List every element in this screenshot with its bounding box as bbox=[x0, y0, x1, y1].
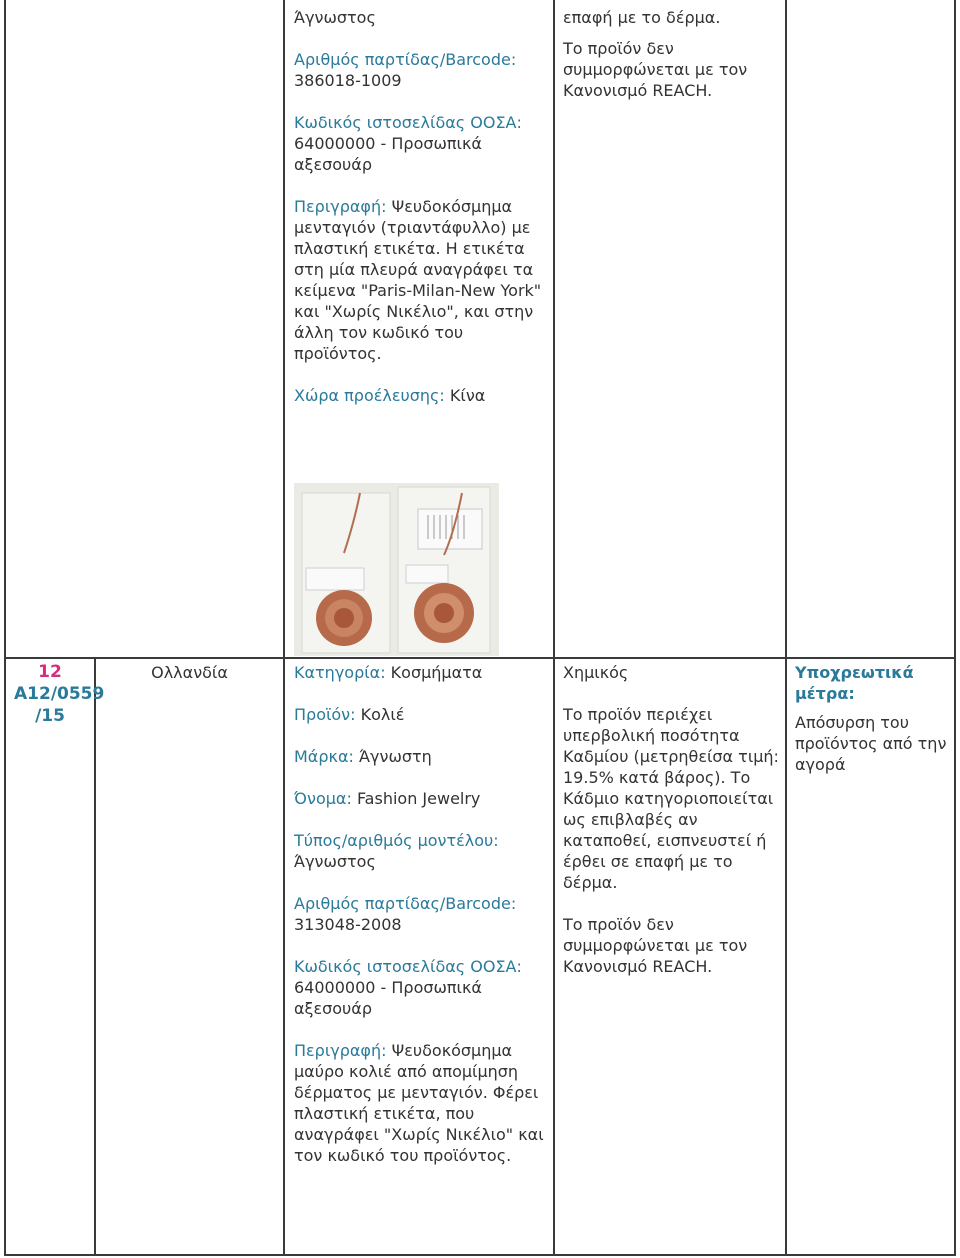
row-separator bbox=[4, 657, 956, 659]
batch-value: 313048-2008 bbox=[294, 915, 402, 934]
measures-cell bbox=[795, 662, 950, 775]
top-risk-details bbox=[563, 7, 778, 101]
column-divider-1 bbox=[94, 657, 96, 1256]
model-label: Τύπος/αριθμός μοντέλου: bbox=[294, 831, 499, 850]
name-label: Όνομα: bbox=[294, 789, 352, 808]
product-label: Προϊόν: bbox=[294, 705, 356, 724]
measures-label: Υποχρεωτικά μέτρα: bbox=[795, 663, 914, 703]
reach-statement: Το προϊόν δεν συμμορφώνεται με τον Κανονισμό REACH. bbox=[563, 915, 748, 976]
risk-continuation: επαφή με το δέρμα. bbox=[563, 8, 721, 27]
product-value: Κολιέ bbox=[360, 705, 405, 724]
batch-value: 386018-1009 bbox=[294, 71, 402, 90]
product-details bbox=[294, 662, 546, 1166]
description-value: Ψευδοκόσμημα μαύρο κολιέ από απομίμηση δέρματος με μενταγιόν. Φέρει πλαστική ετικέτα, που αναγράφει "Χωρίς Νικέλιο" και τον κωδικό του προϊόντος. bbox=[294, 1041, 544, 1165]
model-value: Άγνωστος bbox=[294, 8, 376, 27]
entry-number-cell bbox=[6, 662, 105, 727]
entry-reference: A12/0559 /15 bbox=[14, 684, 105, 726]
oecd-value: 64000000 - Προσωπικά αξεσουάρ bbox=[294, 134, 482, 174]
oecd-label: Κωδικός ιστοσελίδας ΟΟΣΑ: bbox=[294, 957, 522, 976]
category-label: Κατηγορία: bbox=[294, 663, 386, 682]
origin-value: Κίνα bbox=[449, 386, 486, 405]
description-label: Περιγραφή: bbox=[294, 1041, 387, 1060]
country: Ολλανδία bbox=[151, 663, 228, 682]
top-product-details bbox=[294, 7, 546, 406]
table-border-left bbox=[4, 0, 6, 1256]
oecd-value: 64000000 - Προσωπικά αξεσουάρ bbox=[294, 978, 482, 1018]
reach-statement: Το προϊόν δεν συμμορφώνεται με τον Κανονισμό REACH. bbox=[563, 39, 748, 100]
column-divider-4 bbox=[785, 0, 787, 1256]
country-cell bbox=[96, 662, 283, 683]
batch-label: Αριθμός παρτίδας/Barcode: bbox=[294, 50, 517, 69]
measures-value: Απόσυρση του προϊόντος από την αγορά bbox=[795, 713, 947, 774]
model-value: Άγνωστος bbox=[294, 852, 376, 871]
product-photo bbox=[294, 483, 499, 656]
brand-value: Άγνωστη bbox=[358, 747, 432, 766]
risk-type: Χημικός bbox=[563, 663, 629, 682]
category-value: Κοσμήματα bbox=[390, 663, 483, 682]
risk-description: Το προϊόν περιέχει υπερβολική ποσότητα Καδμίου (μετρηθείσα τιμή: 19.5% κατά βάρος). Το Κάδμιο κατηγοριοποιείται ως επιβλαβές αν καταποθεί, εισπνευστεί ή έρθει σε επαφή με το δέρμα. bbox=[563, 705, 779, 892]
origin-label: Χώρα προέλευσης: bbox=[294, 386, 445, 405]
table-border-right bbox=[954, 0, 956, 1256]
description-label: Περιγραφή: bbox=[294, 197, 387, 216]
brand-label: Μάρκα: bbox=[294, 747, 354, 766]
name-value: Fashion Jewelry bbox=[356, 789, 481, 808]
table-border-bottom bbox=[4, 1254, 956, 1256]
column-divider-2 bbox=[283, 0, 285, 1256]
risk-cell bbox=[563, 662, 781, 977]
description-value: Ψευδοκόσμημα μενταγιόν (τριαντάφυλλο) με πλαστική ετικέτα. Η ετικέτα στη μία πλευρά αναγράφει τα κείμενα "Paris-Milan-New York" και "Χωρίς Νικέλιο", και στην άλλη τον κωδικό του προϊόντος. bbox=[294, 197, 542, 363]
entry-number: 12 bbox=[38, 662, 62, 682]
column-divider-3 bbox=[553, 0, 555, 1256]
oecd-label: Κωδικός ιστοσελίδας ΟΟΣΑ: bbox=[294, 113, 522, 132]
batch-label: Αριθμός παρτίδας/Barcode: bbox=[294, 894, 517, 913]
